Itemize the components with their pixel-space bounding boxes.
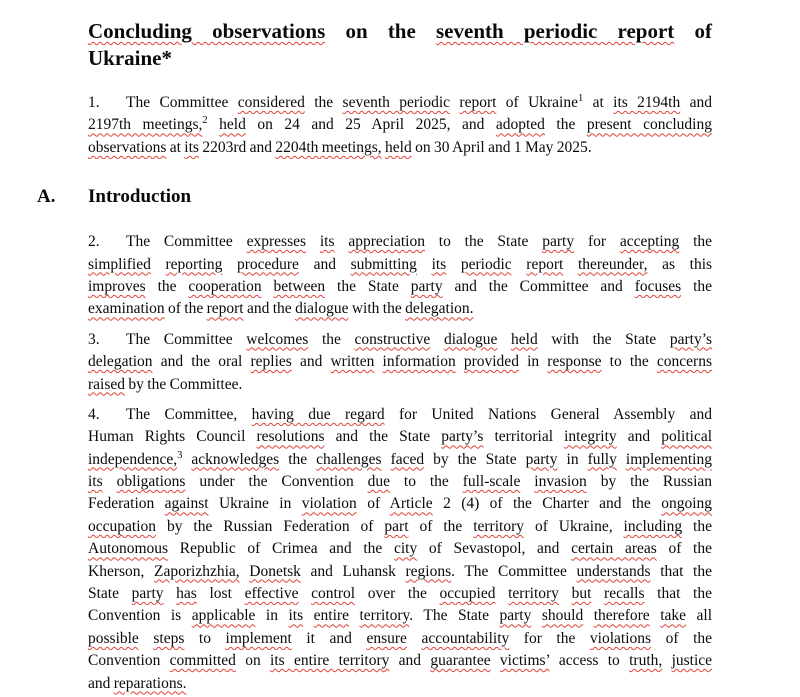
misspelled-word: committed [169,652,236,670]
misspelled-word: acknowledges [191,450,280,468]
text-line: and reparations. [88,674,187,692]
misspelled-word: possible [88,629,139,647]
misspelled-word: its [88,473,103,491]
text-line: 3. The Committee welcomes the constructive dialogue held with the State party’s [88,329,712,351]
misspelled-word: occupied [439,585,496,603]
text-line: State party has lost effective control over the occupied territory but recalls that the [88,585,712,603]
misspelled-word: independence, [88,450,178,468]
misspelled-word: has [176,585,197,603]
misspelled-word: 2197th meetings, [88,116,203,134]
misspelled-word: challenges [316,450,382,468]
text-line: 2. The Committee expresses its appreciation to the State party for accepting the [88,231,712,253]
text-line: Federation against Ukraine in violation of Article 2 (4) of the Charter and the ongoing [88,495,712,513]
misspelled-word: entire [313,607,349,625]
misspelled-word: implementing [625,450,712,468]
misspelled-word: observations [88,138,167,156]
misspelled-word: seventh periodic report [436,19,675,43]
misspelled-word: truth, [629,652,663,670]
text-line: Convention committed on its entire territory and guarantee victims’ access to truth, justice [88,652,712,670]
misspelled-word: periodic [460,255,512,273]
misspelled-word: resolutions [256,428,325,446]
paragraph-number: 4. [88,405,100,423]
misspelled-word: expresses [246,233,307,251]
misspelled-word: dialogue [295,300,349,318]
text-line: simplified reporting procedure and submitting its periodic report thereunder, as this [88,255,712,273]
paragraph [88,404,712,695]
misspelled-word: improves [88,277,146,295]
text-line: Ukraine* [88,46,172,70]
text-line: possible steps to implement it and ensure accountability for the violations of the [88,629,712,647]
misspelled-word: territory [359,607,410,625]
misspelled-word: Autonomous [88,540,169,558]
misspelled-word: certain areas [571,540,657,558]
misspelled-word: procedure [236,255,299,273]
misspelled-word: focuses [634,277,682,295]
misspelled-word: victims’ [499,652,550,670]
text-line: its obligations under the Convention due to the full-scale invasion by the Russian [88,473,712,491]
text-line: observations at its 2203rd and 2204th meetings, held on 30 April and 1 May 2025. [88,138,592,156]
misspelled-word: Zaporizhzhia, [154,562,240,580]
text-line: independence,$^3$ acknowledges the challenges faced by the State party in fully implementing [88,449,712,468]
text-line: Human Rights Council resolutions and the State party’s territorial integrity and political [88,428,712,446]
misspelled-word: held [385,138,412,156]
misspelled-word: delegation. [405,300,474,318]
misspelled-word: party [131,585,164,603]
misspelled-word: simplified [88,255,151,273]
misspelled-word: party’s [669,330,712,348]
misspelled-word: response [547,353,602,371]
misspelled-word: constructive [354,330,431,348]
misspelled-word: seventh periodic [342,94,451,111]
misspelled-word: implement [225,629,292,647]
text-line: 1. The Committee considered the seventh periodic report of Ukraine$^1$ at its 2194th and [88,92,712,114]
misspelled-word: reporting [165,255,223,273]
misspelled-word: territory [473,517,524,535]
misspelled-word: party [542,233,575,251]
misspelled-word: report [526,255,564,273]
text-line: raised by the Committee. [88,375,243,393]
misspelled-word: raised [88,375,126,393]
misspelled-word: regions [405,562,452,580]
misspelled-word: effective [244,585,299,603]
misspelled-word: Donetsk [249,562,301,580]
misspelled-word: invasion [534,473,587,491]
misspelled-word: party [499,607,532,625]
misspelled-word: fully [587,450,617,468]
misspelled-word: occupation [88,517,157,535]
text-line: Convention is applicable in its entire territory. The State party should therefore take all [88,607,712,625]
document-title [88,18,712,72]
misspelled-word: provided [463,353,519,371]
document-body [37,18,763,695]
misspelled-word: full-scale [462,473,521,491]
text-line: 4. The Committee, having due regard for United Nations General Assembly and [88,404,712,426]
section-letter: A. [37,186,56,208]
misspelled-word: having due regard [251,405,385,423]
misspelled-word: thereunder, [577,255,648,273]
misspelled-word: between [273,277,326,295]
misspelled-word: control [311,585,356,603]
text-line: occupation by the Russian Federation of part of the territory of Ukraine, including the [88,517,712,535]
misspelled-word: integrity [564,428,617,446]
misspelled-word: justice [671,652,712,670]
misspelled-word: its [431,255,447,273]
misspelled-word: written [330,353,375,371]
misspelled-word: reparations. [113,674,187,692]
misspelled-word: replies [250,353,292,371]
misspelled-word: obligations [116,473,186,491]
misspelled-word: should [541,607,584,625]
misspelled-word: part [384,517,409,535]
section-heading [37,185,763,209]
misspelled-word: Concluding observations [88,19,326,43]
misspelled-word: Article [389,495,433,513]
misspelled-word: delegation [88,353,153,371]
misspelled-word: territory [508,585,559,603]
misspelled-word: report [206,300,244,318]
misspelled-word: dialogue [443,330,498,348]
misspelled-word: party [525,450,558,468]
misspelled-word: information [382,353,456,371]
text-line: Kherson, Zaporizhzhia, Donetsk and Luhansk regions. The Committee understands that the [88,562,712,580]
paragraph [88,92,712,159]
misspelled-word: political [661,428,712,446]
misspelled-word: ensure [366,629,407,647]
misspelled-word: report [459,94,497,111]
misspelled-word: present concluding [586,116,712,134]
misspelled-word: take [660,607,687,625]
footnote-ref[interactable]: 1 [578,92,584,104]
section-heading-text: Introduction [88,186,192,208]
misspelled-word: accepting [619,233,680,251]
misspelled-word: held [219,116,246,134]
misspelled-word: welcomes [246,330,309,348]
misspelled-word: against [164,495,209,513]
text-line: 2197th meetings,$^2$ held on 24 and 25 April 2025, and adopted the present concluding [88,115,712,134]
misspelled-word: considered [237,94,305,111]
misspelled-word: concerns [656,353,712,371]
text-line: improves the cooperation between the State party and the Committee and focuses the [88,277,712,295]
misspelled-word: its entire territory [270,652,390,670]
misspelled-word: violations [589,629,652,647]
misspelled-word: party’s [441,428,484,446]
misspelled-word: party [410,277,443,295]
misspelled-word: understands [576,562,651,580]
misspelled-word: submitting [350,255,417,273]
misspelled-word: accountability [421,629,510,647]
misspelled-word: its [184,138,199,156]
misspelled-word: faced [390,450,425,468]
misspelled-word: but [571,585,592,603]
misspelled-word: its [288,607,304,625]
footnote-ref[interactable]: 3 [177,449,183,461]
text-line: examination of the report and the dialogue with the delegation. [88,300,474,318]
misspelled-word: guarantee [430,652,491,670]
misspelled-word: therefore [593,607,650,625]
misspelled-word: its [319,233,335,251]
paragraph [88,231,712,321]
misspelled-word: ongoing [661,495,712,513]
paragraph-number: 2. [88,233,100,251]
misspelled-word: city [393,540,418,558]
misspelled-word: appreciation [348,233,425,251]
paragraph [88,329,712,396]
paragraph-number: 1. [88,94,100,111]
footnote-ref[interactable]: 2 [202,115,208,127]
misspelled-word: its 2194th [613,94,681,111]
text-line: Autonomous Republic of Crimea and the city of Sevastopol, and certain areas of the [88,540,712,558]
misspelled-word: applicable [191,607,256,625]
misspelled-word: steps [153,629,185,647]
paragraph-number: 3. [88,330,100,348]
misspelled-word: due [367,473,390,491]
misspelled-word: including [623,517,683,535]
text-line: delegation and the oral replies and written information provided in response to the concerns [88,353,712,371]
misspelled-word: 2204th meetings, [275,138,382,156]
misspelled-word: held [511,330,538,348]
misspelled-word: violation [301,495,357,513]
misspelled-word: cooperation [188,277,262,295]
text-line: Concluding observations on the seventh periodic report of [88,19,712,43]
misspelled-word: adopted [495,116,545,134]
misspelled-word: examination [88,300,165,318]
misspelled-word: recalls [604,585,645,603]
